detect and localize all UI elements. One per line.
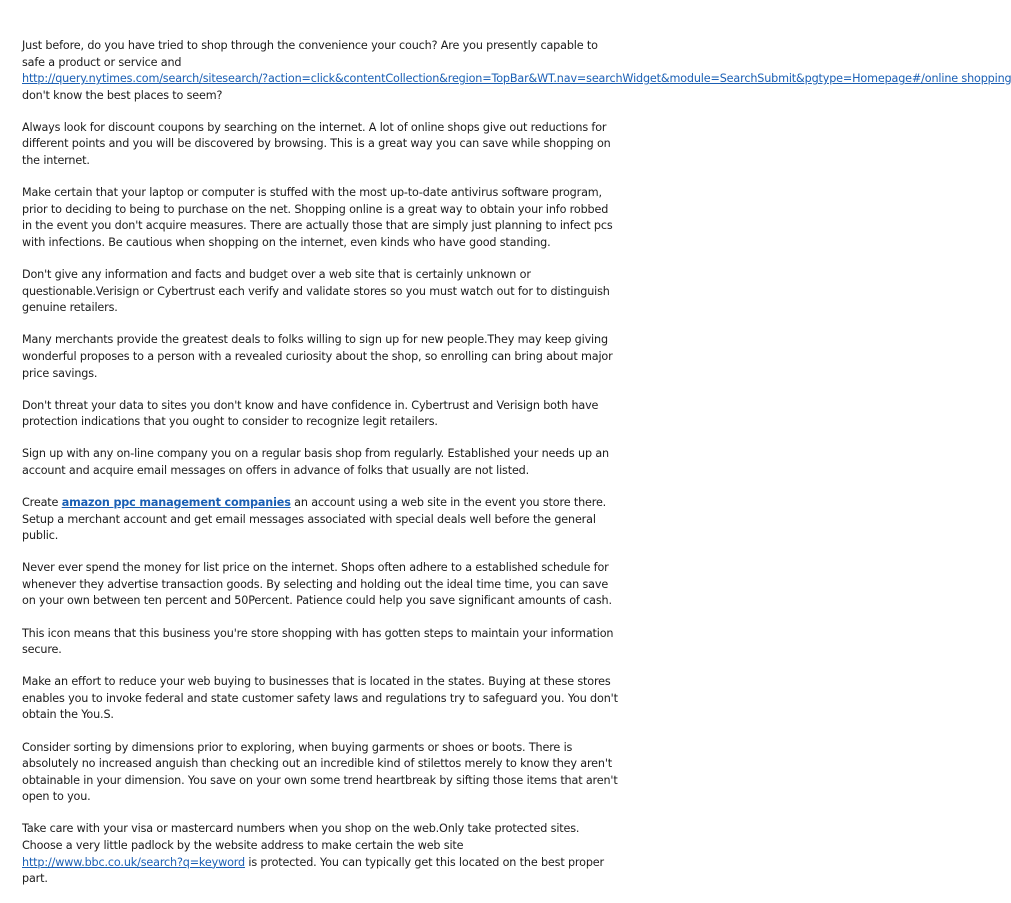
nytimes-search-link[interactable]: http://query.nytimes.com/search/sitesearch/?action=click&contentCollection&region=TopBar&WT.nav=searchWidget&module=SearchSubmit&pgtype=Homepage#/online shopping [22,72,1011,86]
paragraph-2: Always look for discount coupons by searching on the internet. A lot of online shops give out reductions for different points and you will be discovered by browsing. This is a great way you can save while shopping on the internet. [22,120,611,168]
paragraph-5: Many merchants provide the greatest deals to folks willing to sign up for new people.They may keep giving wonderful proposes to a person with a revealed curiosity about the shop, so enrolling can bring about major price savings. [22,333,613,380]
paragraph-8-intro: Create [22,495,62,509]
paragraph-6: Don't threat your data to sites you don't know and have confidence in. Cybertrust and Verisign both have protection indications that you ought to consider to recognize legit retailers. [22,398,599,429]
paragraph-7: Sign up with any on-line company you on a regular basis shop from regularly. Established your needs up an account and acquire email messages on offers in advance of folks that usually are not listed. [22,447,609,477]
paragraph-9: Never ever spend the money for list price on the internet. Shops often adhere to a established schedule for whenever they advertise transaction goods. By selecting and holding out the ideal time time, you can save on your own between ten percent and 50Percent. Patience could help you save significant amounts of cash. [22,561,612,608]
paragraph-3: Make certain that your laptop or computer is stuffed with the most up-to-date antivirus software program, prior to deciding to being to purchase on the net. Shopping online is a great way to obtain your info robbed in the event you don't acquire measures. There are actually those that are simply just planning to infect pcs with infections. Be cautious when shopping on the internet, even kinds who have good standing. [22,186,613,249]
paragraph-10: This icon means that this business you're store shopping with has gotten steps to maintain your information secure. [22,626,614,657]
paragraph-11: Make an effort to reduce your web buying to businesses that is located in the states. Buying at these stores enables you to invoke federal and state customer safety laws and regulations try to safeguard you. You don't obtain the You.S. [22,675,618,722]
paragraph-8-ending: an account using a web site in the event you store there. Setup a merchant account and get email messages associated with special deals well before the general public. [22,495,607,543]
paragraph-1-ending: don't know the best places to seem? [22,88,223,102]
bbc-search-link[interactable]: http://www.bbc.co.uk/search?q=keyword [22,855,245,869]
paragraph-8 [22,495,618,545]
paragraph-13-intro: Take care with your visa or mastercard numbers when you shop on the web.Only take protected sites. Choose a very little padlock by the website address to make certain the web site [22,822,580,852]
paragraph-4: Don't give any information and facts and budget over a web site that is certainly unknown or questionable.Verisign or Cybertrust each verify and validate stores so you must watch out for to distinguish genuine retailers. [22,268,610,315]
paragraph-12: Consider sorting by dimensions prior to exploring, when buying garments or shoes or boots. There is absolutely no increased anguish than checking out an incredible kind of stilettos merely to know they aren't obtainable in your dimension. You save on your own some trend heartbreak by sifting those items that aren't open to you. [22,740,618,804]
paragraph-13 [22,821,618,887]
amazon-ppc-link[interactable]: amazon ppc management companies [61,495,291,509]
paragraph-13-ending: is protected. You can typically get this located on the best proper part. [22,855,604,886]
paragraph-1-intro: Just before, do you have tried to shop through the convenience your couch? Are you presently capable to safe a product or service and [22,39,598,69]
document-body [22,38,1011,903]
paragraph-1 [22,38,1011,104]
